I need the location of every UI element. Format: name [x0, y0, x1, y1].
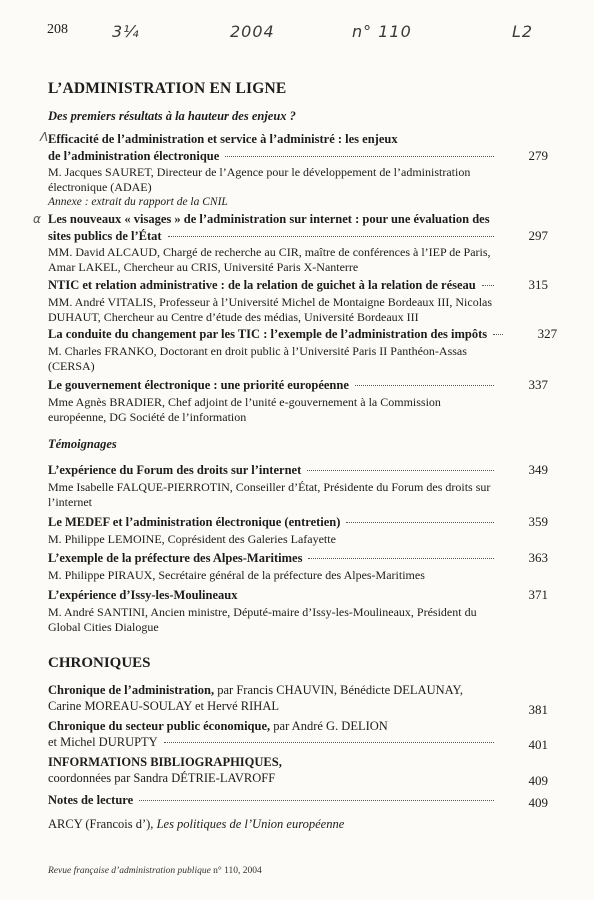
toc-entry	[48, 550, 548, 583]
entry-title-line: Les nouveaux « visages » de l’administration sur internet : pour une évaluation des	[48, 212, 490, 226]
footer-citation	[48, 866, 262, 876]
chronicle-entry	[48, 792, 548, 808]
chronicle-authors: par Francis CHAUVIN, Bénédicte DELAUNAY,	[214, 683, 464, 697]
chronicle-authors-line: Carine MOREAU-SOULAY et Hervé RIHAL	[48, 699, 279, 713]
entry-title-line: sites publics de l’État	[48, 228, 162, 243]
entry-title	[48, 514, 548, 531]
toc-entry	[48, 132, 548, 209]
entry-title	[48, 587, 548, 604]
entry-page-number: 327	[537, 326, 558, 341]
entry-author: MM. David ALCAUD, Chargé de recherche au CIR, maître de conférences à l’IEP de Paris, Amar LAKEL, Chercheur au CRIS, Université Paris X-Nanterre	[48, 245, 491, 274]
entry-title	[48, 462, 548, 479]
entry-author: MM. André VITALIS, Professeur à l’Université Michel de Montaigne Bordeaux III, Nicolas DUHAUT, Chercheur au Centre d’étude des médias, Université Bordeaux III	[48, 294, 493, 324]
margin-annotation: Λ	[40, 130, 49, 144]
chroniques-title: CHRONIQUES	[48, 655, 151, 671]
chronicle-entry	[48, 682, 548, 717]
entry-title-line: La conduite du changement par les TIC : l’exemple de l’administration des impôts	[48, 327, 488, 341]
entry-annex: Annexe : extrait du rapport de la CNIL	[48, 196, 228, 208]
dot-leader	[355, 385, 494, 386]
issue-info: n° 110, 2004	[210, 866, 262, 876]
entry-title-line: L’expérience d’Issy-les-Moulineaux	[48, 588, 238, 602]
entry-title-line: Le MEDEF et l’administration électronique (entretien)	[48, 515, 341, 529]
entry-page-number: 409	[528, 795, 548, 810]
entry-title-line: L’expérience du Forum des droits sur l’internet	[48, 463, 302, 477]
handwritten-note-4: L2	[512, 22, 534, 41]
chronicle-authors: par André G. DELION	[270, 719, 388, 733]
page-number: 208	[47, 22, 68, 37]
entry-title-line: L’exemple de la préfecture des Alpes-Maritimes	[48, 551, 303, 565]
entry-page-number: 359	[528, 514, 548, 529]
margin-annotation: α	[33, 212, 41, 226]
book-author: ARCY (Francois d’),	[48, 817, 157, 831]
handwritten-note-1: 3¼	[112, 22, 140, 41]
dot-leader	[346, 522, 494, 523]
toc-entry	[48, 277, 548, 325]
entry-title-line: Le gouvernement électronique : une priorité européenne	[48, 378, 349, 392]
dot-leader	[307, 470, 494, 471]
entry-page-number: 363	[528, 550, 548, 565]
entry-page-number: 409	[528, 773, 548, 788]
section-title: L’ADMINISTRATION EN LIGNE	[48, 80, 287, 97]
entry-title-line: de l’administration électronique	[48, 148, 220, 163]
toc-entry	[48, 377, 548, 425]
dot-leader	[139, 800, 494, 801]
entry-page-number: 297	[528, 227, 548, 243]
toc-entry	[48, 514, 548, 547]
subsection-title-results: Des premiers résultats à la hauteur des enjeux ?	[48, 109, 296, 123]
chronicle-title: Chronique du secteur public économique,	[48, 719, 271, 733]
handwritten-note-2: 2004	[230, 22, 275, 41]
entry-title	[48, 377, 548, 394]
dot-leader	[482, 285, 494, 286]
entry-author: Mme Agnès BRADIER, Chef adjoint de l’unité e-gouvernement à la Commission européenne, DG Société de l’information	[48, 394, 441, 424]
chronicle-title: Notes de lecture	[48, 793, 134, 807]
chronicle-authors-line: coordonnées par Sandra DÉTRIE-LAVROFF	[48, 771, 276, 785]
toc-entry	[48, 462, 548, 510]
entry-title-line: NTIC et relation administrative : de la relation de guichet à la relation de réseau	[48, 278, 476, 292]
entry-page-number: 337	[528, 377, 548, 392]
entry-author: M. André SANTINI, Ancien ministre, Député-maire d’Issy-les-Moulineaux, Président du Global Cities Dialogue	[48, 604, 477, 634]
entry-author: M. Jacques SAURET, Directeur de l’Agence pour le développement de l’administration électronique (ADAE)	[48, 165, 471, 194]
entry-title	[48, 550, 548, 567]
entry-page-number: 401	[528, 737, 548, 752]
entry-page-number: 279	[528, 147, 548, 163]
chronicle-entry	[48, 816, 548, 832]
entry-author: M. Philippe PIRAUX, Secrétaire général de la préfecture des Alpes-Maritimes	[48, 567, 425, 582]
chronicle-entry	[48, 718, 548, 750]
handwritten-note-3: n° 110	[352, 22, 412, 41]
dot-leader	[168, 236, 494, 237]
chronicle-title: Chronique de l’administration,	[48, 683, 215, 697]
toc-entry	[48, 587, 548, 635]
subsection-title-testimonies: Témoignages	[48, 437, 117, 451]
dot-leader	[164, 742, 494, 743]
entry-page-number: 349	[528, 462, 548, 477]
entry-page-number: 381	[528, 702, 548, 717]
entry-title	[48, 212, 548, 244]
chronicle-authors-line: et Michel DURUPTY	[48, 735, 158, 749]
entry-author: M. Philippe LEMOINE, Coprésident des Galeries Lafayette	[48, 531, 336, 546]
entry-author: M. Charles FRANKO, Doctorant en droit public à l’Université Paris II Panthéon-Assas (CERSA)	[48, 343, 467, 373]
entry-author: Mme Isabelle FALQUE-PIERROTIN, Conseiller d’État, Présidente du Forum des droits sur l’internet	[48, 479, 491, 509]
entry-title-line: Efficacité de l’administration et service à l’administré : les enjeux	[48, 132, 398, 146]
dot-leader	[308, 558, 494, 559]
entry-page-number: 371	[528, 587, 548, 602]
toc-entry	[48, 326, 558, 374]
book-title: Les politiques de l’Union européenne	[156, 817, 345, 831]
dot-leader	[493, 334, 503, 335]
chronicle-entry	[48, 754, 548, 786]
journal-name: Revue française d’administration publique	[48, 866, 211, 876]
toc-entry	[48, 212, 548, 275]
entry-title	[48, 277, 548, 294]
entry-title	[48, 326, 558, 343]
entry-page-number: 315	[528, 277, 548, 292]
chronicle-title: INFORMATIONS BIBLIOGRAPHIQUES,	[48, 755, 282, 769]
entry-title	[48, 132, 548, 164]
dot-leader	[225, 156, 494, 157]
